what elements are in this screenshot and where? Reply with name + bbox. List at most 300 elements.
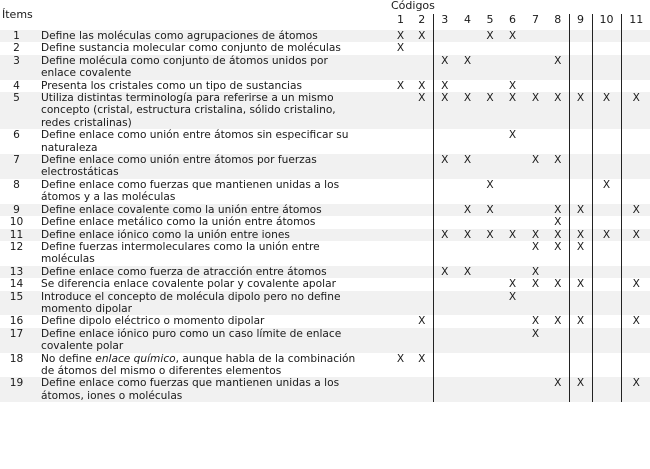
code-mark-1: X (396, 42, 405, 55)
code-mark-7 (524, 204, 547, 216)
item-description (33, 266, 390, 278)
code-mark-8: X (554, 278, 562, 291)
items-header: Ítems (2, 7, 33, 21)
code-mark-1 (390, 328, 411, 353)
code-mark-10 (592, 129, 621, 154)
table-row (0, 229, 650, 241)
code-header-11: 11 (621, 14, 650, 30)
code-mark-7: X (524, 328, 547, 353)
code-mark-9: X (569, 204, 592, 216)
code-mark-3: X (433, 92, 456, 129)
code-mark-2: X (418, 315, 426, 328)
code-mark-3: X (433, 154, 456, 179)
code-mark-9 (569, 328, 592, 353)
code-mark-11 (621, 42, 650, 54)
code-mark-10 (592, 291, 621, 316)
code-mark-10 (592, 55, 621, 80)
item-description (33, 55, 390, 80)
code-mark-5 (479, 154, 501, 179)
code-mark-7 (524, 80, 547, 92)
code-mark-1 (390, 179, 411, 204)
code-mark-2 (411, 129, 433, 154)
item-description (33, 80, 390, 92)
code-mark-6 (501, 179, 524, 204)
item-text-after-emphasis: , aunque habla de la combinación (175, 352, 356, 365)
code-mark-11: X (621, 92, 650, 129)
code-mark-7: X (524, 266, 547, 278)
code-mark-3 (433, 42, 456, 54)
code-mark-10 (592, 266, 621, 278)
code-mark-8 (547, 129, 569, 154)
item-description (33, 129, 390, 154)
code-mark-6: X (501, 291, 524, 316)
code-mark-5: X (479, 92, 501, 129)
code-mark-1 (390, 291, 411, 316)
code-mark-5 (479, 315, 501, 327)
code-mark-5 (479, 55, 501, 80)
item-description (33, 229, 390, 241)
item-description-line: Define fuerzas intermoleculares como la unión entre (41, 240, 320, 253)
code-mark-2 (411, 377, 433, 402)
code-mark-11: X (621, 204, 650, 216)
code-mark-8 (547, 30, 569, 42)
code-mark-4 (456, 80, 479, 92)
table-row (0, 92, 650, 129)
item-description-line: Define enlace iónico como la unión entre iones (41, 228, 290, 241)
code-mark-11 (621, 154, 650, 179)
code-mark-1 (390, 266, 411, 278)
code-mark-7: X (531, 240, 540, 253)
item-description (33, 92, 390, 129)
code-mark-11 (621, 80, 650, 92)
table-row (0, 266, 650, 278)
item-description-line: moléculas (41, 253, 95, 266)
code-mark-3 (433, 204, 456, 216)
code-mark-10 (592, 353, 621, 378)
code-mark-11 (621, 55, 650, 80)
table-row (0, 80, 650, 92)
code-mark-2: X (418, 352, 426, 365)
code-mark-6 (501, 42, 524, 54)
item-number: 4 (13, 79, 20, 92)
item-description-line: Define dipolo eléctrico o momento dipolar (41, 315, 265, 328)
item-description-line: Se diferencia enlace covalente polar y covalente apolar (41, 278, 336, 291)
code-mark-2 (411, 154, 433, 179)
table-row (0, 278, 650, 290)
item-description (33, 353, 390, 378)
code-mark-7: X (524, 229, 547, 241)
code-mark-6 (501, 315, 524, 327)
code-header-6: 6 (509, 13, 516, 26)
code-mark-3 (433, 179, 456, 204)
code-mark-10 (592, 42, 621, 54)
code-mark-2 (411, 328, 433, 353)
code-mark-8 (547, 353, 569, 378)
item-number: 11 (0, 229, 33, 241)
item-description (33, 204, 390, 216)
item-number: 19 (0, 377, 33, 402)
code-header-8: 8 (554, 13, 562, 26)
code-mark-3 (433, 353, 456, 378)
code-mark-9: X (569, 315, 592, 327)
table-row (0, 154, 650, 179)
table-row (0, 55, 650, 80)
code-mark-2 (411, 216, 433, 228)
item-description (33, 179, 390, 204)
code-mark-1 (390, 315, 411, 327)
code-mark-2 (411, 42, 433, 54)
table-row (0, 42, 650, 54)
code-mark-6 (501, 353, 524, 378)
code-mark-9 (569, 154, 592, 179)
code-mark-3 (433, 129, 456, 154)
code-mark-10 (592, 241, 621, 266)
item-description-line: enlace covalente (41, 67, 132, 80)
code-mark-4: X (456, 154, 479, 179)
code-mark-8: X (547, 204, 569, 216)
code-mark-6 (501, 377, 524, 402)
code-mark-3 (433, 377, 456, 402)
code-mark-7: X (531, 278, 540, 291)
code-mark-5 (479, 216, 501, 228)
code-mark-3 (433, 216, 456, 228)
item-description (33, 328, 390, 353)
code-mark-4: X (456, 204, 479, 216)
code-mark-8 (547, 42, 569, 54)
item-number: 7 (0, 154, 33, 179)
code-header-3: 3 (433, 14, 456, 30)
code-mark-9 (569, 42, 592, 54)
code-mark-11 (621, 216, 650, 228)
code-mark-8: X (554, 315, 562, 328)
code-mark-4: X (456, 229, 479, 241)
code-mark-2 (411, 179, 433, 204)
code-mark-2 (411, 278, 433, 290)
item-description-line: Define molécula como conjunto de átomos unidos por (41, 54, 328, 67)
item-number: 16 (9, 315, 24, 328)
item-description-line: Define sustancia molecular como conjunto de moléculas (41, 42, 341, 55)
item-description-line: de átomos del mismo o diferentes elementos (41, 364, 282, 377)
item-description (33, 42, 390, 54)
code-mark-9: X (569, 229, 592, 241)
code-mark-8 (547, 80, 569, 92)
code-mark-2: X (418, 79, 426, 92)
code-mark-5: X (479, 30, 501, 42)
item-text-emphasis: enlace químico (95, 352, 176, 365)
code-mark-11: X (621, 377, 650, 402)
item-description (33, 154, 390, 179)
code-mark-1: X (396, 79, 405, 92)
item-description-line: Define enlace como fuerzas que mantienen unidas a los (41, 377, 340, 390)
code-mark-8 (547, 179, 569, 204)
code-header-9: 9 (569, 14, 592, 30)
item-number: 12 (9, 240, 24, 253)
code-mark-4 (456, 216, 479, 228)
table-row (0, 216, 650, 228)
code-mark-5: X (486, 178, 494, 191)
item-description-line: Presenta los cristales como un tipo de sustancias (41, 79, 302, 92)
code-mark-9 (569, 353, 592, 378)
code-mark-4 (456, 353, 479, 378)
table-row (0, 241, 650, 266)
item-description-line: Define enlace como fuerza de atracción entre átomos (41, 265, 327, 278)
code-mark-9: X (569, 278, 592, 290)
item-description-line: naturaleza (41, 141, 98, 154)
code-mark-7: X (524, 154, 547, 179)
code-mark-9 (569, 179, 592, 204)
code-mark-10 (592, 278, 621, 290)
code-mark-11 (621, 353, 650, 378)
code-mark-10 (592, 216, 621, 228)
code-mark-7 (524, 353, 547, 378)
code-mark-5 (479, 241, 501, 266)
code-mark-2: X (411, 30, 433, 42)
code-mark-6: X (508, 278, 517, 291)
code-mark-2 (411, 229, 433, 241)
code-mark-3 (433, 291, 456, 316)
code-mark-8: X (547, 55, 569, 80)
code-mark-1 (390, 229, 411, 241)
code-mark-4 (456, 129, 479, 154)
code-mark-5 (479, 266, 501, 278)
code-mark-9 (569, 55, 592, 80)
item-description-line: átomos, iones o moléculas (41, 389, 183, 402)
code-mark-10 (592, 377, 621, 402)
code-mark-5: X (479, 229, 501, 241)
code-mark-6 (501, 154, 524, 179)
item-number: 3 (0, 55, 33, 80)
code-mark-4 (456, 241, 479, 266)
code-mark-4 (456, 42, 479, 54)
code-mark-10 (592, 315, 621, 327)
code-mark-5 (479, 80, 501, 92)
table-row (0, 129, 650, 154)
code-mark-6: X (508, 79, 517, 92)
code-mark-1 (390, 92, 411, 129)
codes-header: Códigos (391, 0, 435, 12)
item-description-line: Define enlace como fuerzas que mantienen unidas a los (41, 178, 340, 191)
item-number: 14 (9, 278, 24, 291)
code-mark-11: X (621, 229, 650, 241)
item-description (33, 216, 390, 228)
item-description (33, 291, 390, 316)
item-description-line: Define enlace iónico puro como un caso límite de enlace (41, 327, 342, 340)
code-mark-1 (390, 55, 411, 80)
code-mark-7 (524, 129, 547, 154)
code-mark-9: X (569, 92, 592, 129)
code-mark-1: X (390, 30, 411, 42)
code-mark-4: X (456, 266, 479, 278)
item-description-line: Define enlace metálico como la unión entre átomos (41, 216, 316, 229)
code-mark-6: X (508, 129, 517, 142)
item-number: 18 (9, 352, 24, 365)
code-mark-4: X (456, 55, 479, 80)
code-mark-1 (390, 204, 411, 216)
code-header-10: 10 (592, 14, 621, 30)
code-mark-3 (433, 241, 456, 266)
code-mark-5 (479, 129, 501, 154)
code-mark-3 (433, 315, 456, 327)
code-mark-2 (411, 204, 433, 216)
item-description (33, 30, 390, 42)
code-mark-4 (456, 291, 479, 316)
code-mark-8: X (547, 377, 569, 402)
code-mark-7 (524, 179, 547, 204)
table-row (0, 291, 650, 316)
code-mark-6: X (501, 92, 524, 129)
item-number: 17 (0, 328, 33, 353)
code-mark-5 (479, 377, 501, 402)
code-mark-10 (592, 30, 621, 42)
item-description (33, 278, 390, 290)
code-header-4: 4 (464, 13, 471, 26)
code-mark-5: X (479, 204, 501, 216)
code-mark-9: X (569, 241, 592, 266)
item-description-line: electrostáticas (41, 166, 119, 179)
code-mark-6 (501, 266, 524, 278)
code-mark-2: X (411, 92, 433, 129)
item-number: 9 (0, 204, 33, 216)
table-row (0, 328, 650, 353)
code-mark-5 (479, 328, 501, 353)
code-mark-2 (411, 266, 433, 278)
table-row (0, 377, 650, 402)
table-row (0, 315, 650, 327)
code-mark-1 (390, 129, 411, 154)
item-number: 13 (0, 266, 33, 278)
item-description-line: redes cristalinas) (41, 116, 132, 129)
table-row (0, 30, 650, 42)
code-mark-5 (479, 42, 501, 54)
code-mark-11 (621, 241, 650, 266)
code-mark-7 (524, 55, 547, 80)
code-mark-11: X (621, 315, 650, 327)
table-row (0, 353, 650, 378)
item-number: 8 (13, 178, 20, 191)
item-description-line: covalente polar (41, 340, 124, 353)
code-mark-4: X (456, 92, 479, 129)
item-description-line: Utiliza distintas terminología para referirse a un mismo (41, 92, 334, 105)
code-mark-6 (501, 241, 524, 266)
code-mark-1 (390, 216, 411, 228)
code-mark-10: X (592, 92, 621, 129)
code-mark-6 (501, 216, 524, 228)
code-mark-8: X (547, 154, 569, 179)
item-description-line: Define enlace como unión entre átomos por fuerzas (41, 154, 317, 167)
code-mark-6 (501, 204, 524, 216)
code-mark-3: X (433, 80, 456, 92)
code-header-1: 1 (397, 13, 404, 26)
item-description-line: Introduce el concepto de molécula dipolo pero no define (41, 290, 341, 303)
code-mark-9 (569, 216, 592, 228)
code-mark-11 (621, 328, 650, 353)
code-header-7: 7 (532, 13, 539, 26)
code-mark-7 (524, 377, 547, 402)
item-description-line (41, 353, 390, 365)
item-description (33, 315, 390, 327)
code-mark-11 (621, 179, 650, 204)
item-description (33, 377, 390, 402)
code-mark-3: X (433, 266, 456, 278)
code-mark-8: X (554, 216, 562, 229)
code-mark-3 (433, 328, 456, 353)
item-number: 10 (9, 216, 24, 229)
item-number: 6 (13, 129, 20, 142)
code-mark-1 (390, 377, 411, 402)
code-mark-9 (569, 266, 592, 278)
code-mark-3 (433, 278, 456, 290)
code-mark-6: X (501, 229, 524, 241)
code-mark-8 (547, 328, 569, 353)
item-description-line: concepto (cristal, estructura cristalina, sólido cristalino, (41, 104, 336, 117)
code-mark-7: X (524, 92, 547, 129)
code-mark-8: X (547, 92, 569, 129)
item-number: 5 (0, 92, 33, 129)
code-mark-2 (411, 55, 433, 80)
code-mark-8: X (554, 240, 562, 253)
code-mark-1 (390, 154, 411, 179)
code-mark-10 (592, 154, 621, 179)
item-text-before-emphasis: No define (41, 352, 96, 365)
item-description-line: Define las moléculas como agrupaciones de átomos (41, 30, 318, 42)
code-header-2: 2 (418, 13, 426, 26)
code-mark-3: X (433, 55, 456, 80)
code-mark-9: X (569, 377, 592, 402)
code-mark-6 (501, 55, 524, 80)
code-mark-11 (621, 266, 650, 278)
code-mark-10: X (592, 179, 621, 204)
code-mark-1 (390, 278, 411, 290)
header-row-top (0, 0, 650, 14)
code-mark-9 (569, 129, 592, 154)
code-mark-5 (479, 353, 501, 378)
code-mark-7 (524, 216, 547, 228)
item-description-line: Define enlace como unión entre átomos sin especificar su (41, 129, 349, 142)
code-mark-4 (456, 30, 479, 42)
code-mark-11 (621, 291, 650, 316)
code-mark-1 (390, 241, 411, 266)
code-mark-7: X (531, 315, 540, 328)
item-description (33, 241, 390, 266)
code-mark-11: X (621, 278, 650, 290)
item-description-line: átomos y a las moléculas (41, 191, 176, 204)
code-mark-5 (479, 278, 501, 290)
code-mark-4 (456, 328, 479, 353)
code-mark-7 (524, 291, 547, 316)
item-description-line: Define enlace covalente como la unión entre átomos (41, 203, 322, 216)
code-mark-1: X (396, 352, 405, 365)
item-number: 2 (13, 42, 20, 55)
code-mark-7 (524, 30, 547, 42)
code-mark-5 (479, 291, 501, 316)
code-mark-8 (547, 291, 569, 316)
table-row (0, 179, 650, 204)
code-header-5: 5 (486, 13, 494, 26)
code-mark-2 (411, 241, 433, 266)
code-mark-11 (621, 129, 650, 154)
code-mark-7 (524, 42, 547, 54)
code-mark-10: X (592, 229, 621, 241)
code-mark-8 (547, 266, 569, 278)
code-mark-8: X (547, 229, 569, 241)
code-mark-4 (456, 179, 479, 204)
code-mark-10 (592, 80, 621, 92)
table-row (0, 204, 650, 216)
code-mark-10 (592, 204, 621, 216)
item-number: 1 (0, 30, 33, 42)
code-mark-10 (592, 328, 621, 353)
code-mark-6 (501, 328, 524, 353)
